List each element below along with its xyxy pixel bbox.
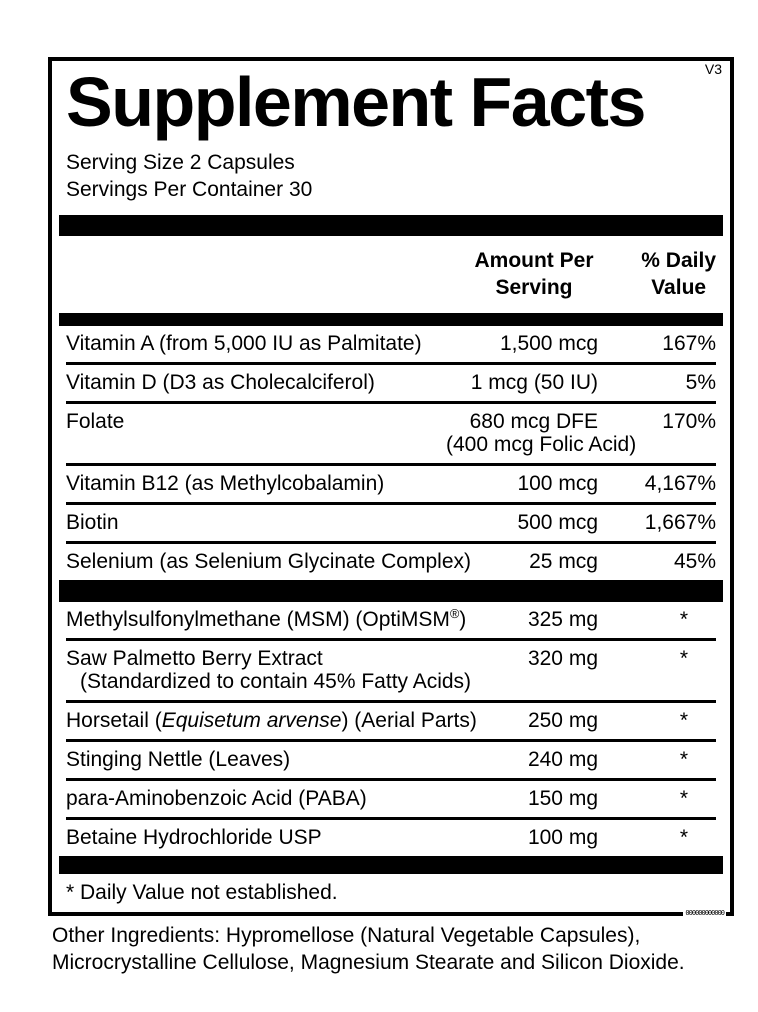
nutrient-amount: [446, 647, 598, 670]
header-amount-column: [446, 247, 598, 301]
nutrient-name-part: ®: [449, 607, 460, 621]
nutrient-daily-value: 170%: [662, 410, 716, 433]
nutrient-row: [66, 541, 716, 580]
vitamin-rows-section: [66, 326, 716, 580]
nutrient-name-part: Methylsulfonylmethane (MSM) (OptiMSM: [66, 608, 450, 631]
header-dv-column: [598, 247, 716, 301]
amount-line: 100 mcg: [517, 472, 598, 495]
amount-line: 100 mg: [527, 826, 598, 849]
nutrient-name: [66, 709, 477, 732]
nutrient-amount: [446, 410, 637, 456]
nutrient-name: [66, 371, 446, 394]
nutrient-daily-value: 45%: [673, 550, 716, 573]
dv-header-line2: Value: [651, 276, 707, 299]
nutrient-daily-value: 5%: [685, 371, 716, 394]
nutrient-amount: [446, 550, 598, 573]
nutrient-name-part: Saw Palmetto Berry Extract: [66, 647, 323, 670]
nutrient-name-part: ) (Aerial Parts): [341, 709, 477, 732]
amount-line: 240 mg: [527, 748, 598, 771]
nutrient-daily-value: *: [679, 608, 688, 631]
nutrient-name: [66, 607, 467, 631]
other-ingredients-line2: Microcrystalline Cellulose, Magnesium Stearate and Silicon Dioxide.: [52, 951, 685, 974]
nutrient-name-part: Vitamin A (from 5,000 IU as Palmitate): [66, 332, 422, 355]
nutrient-name-subline: (Standardized to contain 45% Fatty Acids): [80, 670, 472, 693]
nutrient-daily-value: *: [679, 647, 688, 670]
nutrient-name-part: Biotin: [66, 511, 119, 534]
nutrient-amount: [446, 608, 598, 631]
nutrient-row: [66, 463, 716, 502]
nutrient-daily-value: *: [679, 787, 688, 810]
nutrient-daily-value: 4,167%: [644, 472, 716, 495]
nutrient-name: [66, 748, 446, 771]
amount-line: 1,500 mcg: [499, 332, 598, 355]
nutrient-daily-value: *: [679, 748, 688, 771]
amount-line: 320 mg: [527, 647, 598, 670]
page-title: Supplement Facts: [66, 63, 645, 141]
nutrient-daily-value: 1,667%: [644, 511, 716, 534]
divider-bar-top: [59, 215, 723, 236]
amount-line: 150 mg: [527, 787, 598, 810]
version-tag: V3: [704, 61, 722, 77]
nutrient-name: [66, 472, 446, 495]
serving-size: Serving Size 2 Capsules: [66, 151, 295, 174]
nutrient-amount: [446, 511, 598, 534]
nutrient-name: [66, 550, 471, 573]
nutrient-name-part: Vitamin D (D3 as Cholecalciferol): [66, 371, 375, 394]
botanical-rows-section: [66, 602, 716, 856]
title-block: [66, 61, 722, 141]
footnote: * Daily Value not established.: [66, 881, 338, 904]
nutrient-amount: [446, 472, 598, 495]
amount-line: 1 mcg (50 IU): [470, 371, 598, 394]
amount-header-line2: Serving: [495, 276, 573, 299]
nutrient-row: [66, 817, 716, 856]
nutrient-daily-value: 167%: [662, 332, 716, 355]
nutrient-name: [66, 787, 446, 810]
servings-per-container: Servings Per Container 30: [66, 178, 313, 201]
other-ingredients-line1: Other Ingredients: Hypromellose (Natural Vegetable Capsules),: [52, 924, 641, 947]
nutrient-name: [66, 332, 446, 355]
nutrient-name-part: ): [459, 608, 467, 631]
other-ingredients: [52, 922, 732, 976]
nutrient-name-part: Folate: [66, 410, 125, 433]
nutrient-name-part: Betaine Hydrochloride USP: [66, 826, 322, 849]
supplement-facts-panel: [48, 57, 734, 916]
nutrient-name: [66, 647, 472, 693]
nutrient-name: [66, 826, 446, 849]
nutrient-amount: [446, 709, 598, 732]
nutrient-name-part: Selenium (as Selenium Glycinate Complex): [66, 550, 471, 573]
nutrient-name-part: Equisetum arvense: [161, 709, 342, 732]
nutrient-amount: [446, 748, 598, 771]
print-code: 000000000000: [685, 909, 724, 917]
nutrient-name: [66, 511, 446, 534]
nutrient-amount: [446, 787, 598, 810]
nutrient-name-part: para-Aminobenzoic Acid (PABA): [66, 787, 367, 810]
nutrient-name-part: Horsetail (: [66, 709, 162, 732]
divider-bar-header: [59, 313, 723, 326]
nutrient-daily-value: *: [679, 826, 688, 849]
nutrient-amount: [446, 332, 598, 355]
nutrient-row: [66, 638, 716, 700]
amount-line: 500 mcg: [517, 511, 598, 534]
nutrient-name: [66, 410, 446, 433]
divider-bar-bottom: [59, 856, 723, 874]
amount-line: 25 mcg: [529, 550, 598, 573]
nutrient-row: [66, 326, 716, 362]
amount-line: (400 mcg Folic Acid): [446, 433, 637, 456]
nutrient-row: [66, 739, 716, 778]
dv-header-line1: % Daily: [641, 249, 716, 272]
nutrient-name-part: Vitamin B12 (as Methylcobalamin): [66, 472, 385, 495]
amount-line: 680 mcg DFE: [469, 410, 598, 433]
amount-line: 325 mg: [527, 608, 598, 631]
amount-line: 250 mg: [527, 709, 598, 732]
column-headers: [66, 236, 716, 313]
amount-header-line1: Amount Per: [474, 249, 594, 272]
nutrient-row: [66, 778, 716, 817]
nutrient-amount: [446, 826, 598, 849]
nutrient-row: [66, 602, 716, 638]
nutrient-row: [66, 362, 716, 401]
nutrient-row: [66, 401, 716, 463]
nutrient-amount: [446, 371, 598, 394]
nutrient-row: [66, 700, 716, 739]
divider-bar-middle: [59, 580, 723, 602]
nutrient-name-part: Stinging Nettle (Leaves): [66, 748, 291, 771]
nutrient-daily-value: *: [679, 709, 688, 732]
nutrient-row: [66, 502, 716, 541]
